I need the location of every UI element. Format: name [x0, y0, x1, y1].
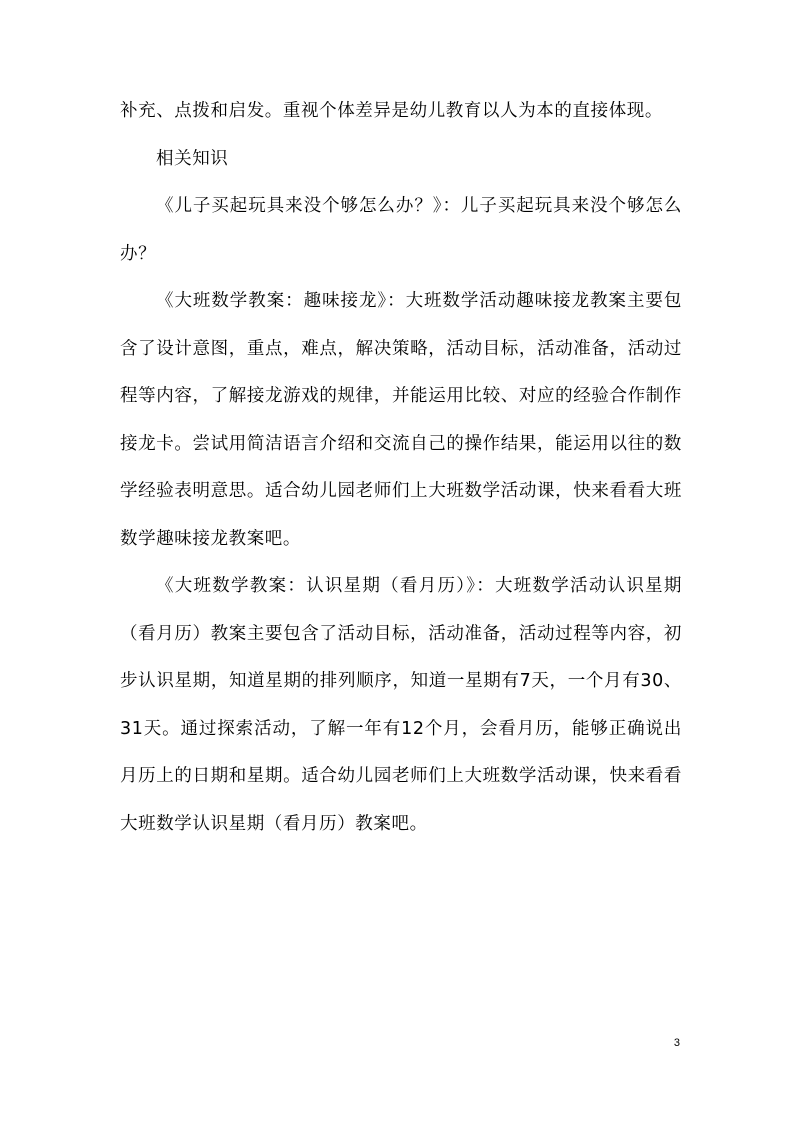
- paragraph-toys: 《儿子买起玩具来没个够怎么办？》：儿子买起玩具来没个够怎么办？: [120, 196, 682, 264]
- document-body: [120, 88, 682, 848]
- paragraph-math-solitaire: 《大班数学教案：趣味接龙》：大班数学活动趣味接龙教案主要包含了设计意图，重点，难点，解决策略，活动目标，活动准备，活动过程等内容，了解接龙游戏的规律，并能运用比较、对应的经验合作制作接龙卡。尝试用简洁语言介绍和交流自己的操作结果，能运用以往的数学经验表明意思。适合幼儿园老师们上大班数学活动课，快来看看大班数学趣味接龙教案吧。: [120, 291, 682, 549]
- page-number: 3: [673, 1037, 680, 1049]
- paragraph-math-calendar: 《大班数学教案：认识星期（看月历）》：大班数学活动认识星期（看月历）教案主要包含了活动目标，活动准备，活动过程等内容，初步认识星期，知道星期的排列顺序，知道一星期有7天，一个月有30、31天。通过探索活动，了解一年有12个月，会看月历，能够正确说出月历上的日期和星期。适合幼儿园老师们上大班数学活动课，快来看看大班数学认识星期（看月历）教案吧。: [120, 576, 682, 834]
- section-heading-related-knowledge: 相关知识: [156, 148, 229, 169]
- paragraph-continuation: 补充、点拨和启发。重视个体差异是幼儿教育以人为本的直接体现。: [120, 101, 663, 121]
